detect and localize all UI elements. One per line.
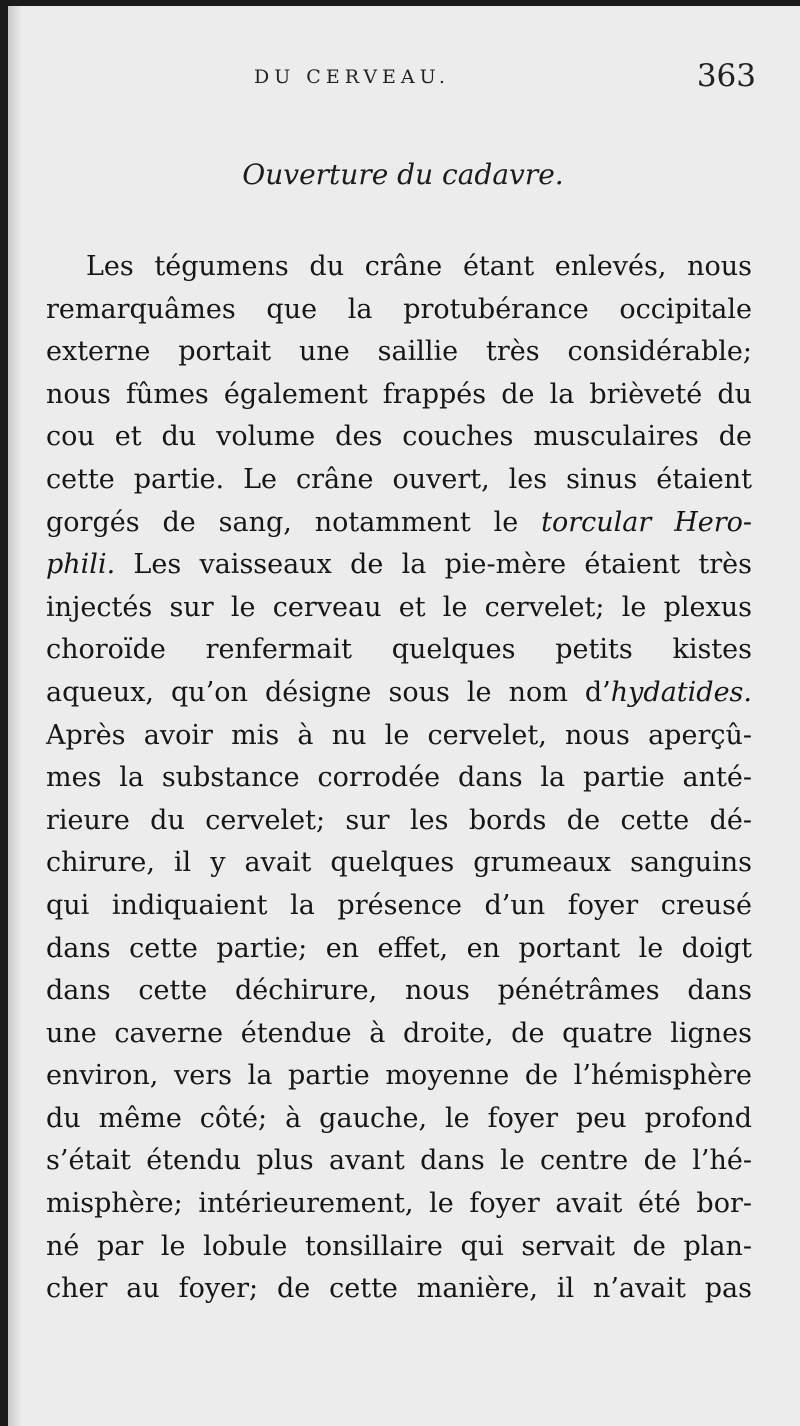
text-line: [46, 1140, 752, 1183]
text-line: [46, 1013, 752, 1056]
text-segment: né par le lobule tonsillaire qui servait de plan-: [46, 1230, 752, 1262]
text-line: [46, 1183, 752, 1226]
text-segment: misphère; intérieurement, le foyer avait été bor-: [46, 1188, 752, 1220]
text-segment: gorgés de sang, notamment le: [46, 506, 542, 538]
text-line: [46, 587, 752, 630]
text-segment: injectés sur le cerveau et le cervelet; le plexus: [46, 591, 752, 623]
text-line: [46, 246, 752, 289]
text-line: [46, 928, 752, 971]
text-segment: chirure, il y avait quelques grumeaux sanguins: [46, 847, 752, 879]
text-segment: Les vaisseaux de la pie-mère étaient très: [115, 549, 752, 581]
text-line: [46, 289, 752, 332]
text-line: [46, 715, 752, 758]
running-head: DU CERVEAU.: [254, 66, 450, 88]
text-segment: dans cette déchirure, nous pénétrâmes dans: [46, 975, 752, 1007]
text-segment: cou et du volume des couches musculaires de: [46, 421, 752, 453]
text-line: [46, 1226, 752, 1269]
text-segment: aqueux, qu’on désigne sous le nom d’: [46, 676, 611, 708]
text-line: [46, 629, 752, 672]
text-line: [46, 800, 752, 843]
text-line: [46, 374, 752, 417]
text-line: [46, 672, 752, 715]
text-line: [46, 1098, 752, 1141]
text-line: [46, 544, 752, 587]
text-segment: cette partie. Le crâne ouvert, les sinus étaient: [46, 463, 752, 495]
text-segment: dans cette partie; en effet, en portant le doigt: [46, 932, 752, 964]
text-segment: externe portait une saillie très considérable;: [46, 336, 752, 368]
text-segment: une caverne étendue à droite, de quatre lignes: [46, 1017, 752, 1049]
text-segment: remarquâmes que la protubérance occipitale: [46, 293, 752, 325]
italic-term: hydatides.: [610, 676, 752, 708]
text-line: [46, 1055, 752, 1098]
text-line: [46, 331, 752, 374]
italic-term: phili.: [46, 549, 116, 581]
text-line: [46, 459, 752, 502]
text-line: [46, 1268, 752, 1311]
text-line: [46, 502, 752, 545]
text-segment: nous fûmes également frappés de la brièveté du: [46, 378, 752, 410]
text-line: [46, 885, 752, 928]
text-line: [46, 970, 752, 1013]
text-segment: cher au foyer; de cette manière, il n’avait pas: [46, 1273, 752, 1305]
text-segment: Après avoir mis à nu le cervelet, nous aperçû-: [46, 719, 752, 751]
italic-term: torcular Hero-: [541, 506, 753, 538]
text-line: [46, 416, 752, 459]
page-edge-shadow: [8, 6, 22, 1426]
body-text: [46, 246, 752, 1311]
section-title: Ouverture du cadavre.: [242, 158, 564, 191]
text-segment: Les tégumens du crâne étant enlevés, nous: [86, 251, 752, 282]
page-number: 363: [696, 58, 756, 94]
text-segment: environ, vers la partie moyenne de l’hémisphère: [46, 1060, 752, 1092]
text-segment: s’était étendu plus avant dans le centre de l’hé-: [46, 1145, 752, 1177]
text-segment: rieure du cervelet; sur les bords de cette dé-: [46, 804, 752, 836]
text-segment: du même côté; à gauche, le foyer peu profond: [46, 1102, 752, 1134]
text-segment: mes la substance corrodée dans la partie anté-: [46, 762, 752, 794]
book-page: [8, 6, 800, 1426]
text-segment: qui indiquaient la présence d’un foyer creusé: [46, 889, 752, 921]
text-line: [46, 842, 752, 885]
text-line: [46, 757, 752, 800]
text-segment: choroïde renfermait quelques petits kistes: [46, 634, 752, 666]
